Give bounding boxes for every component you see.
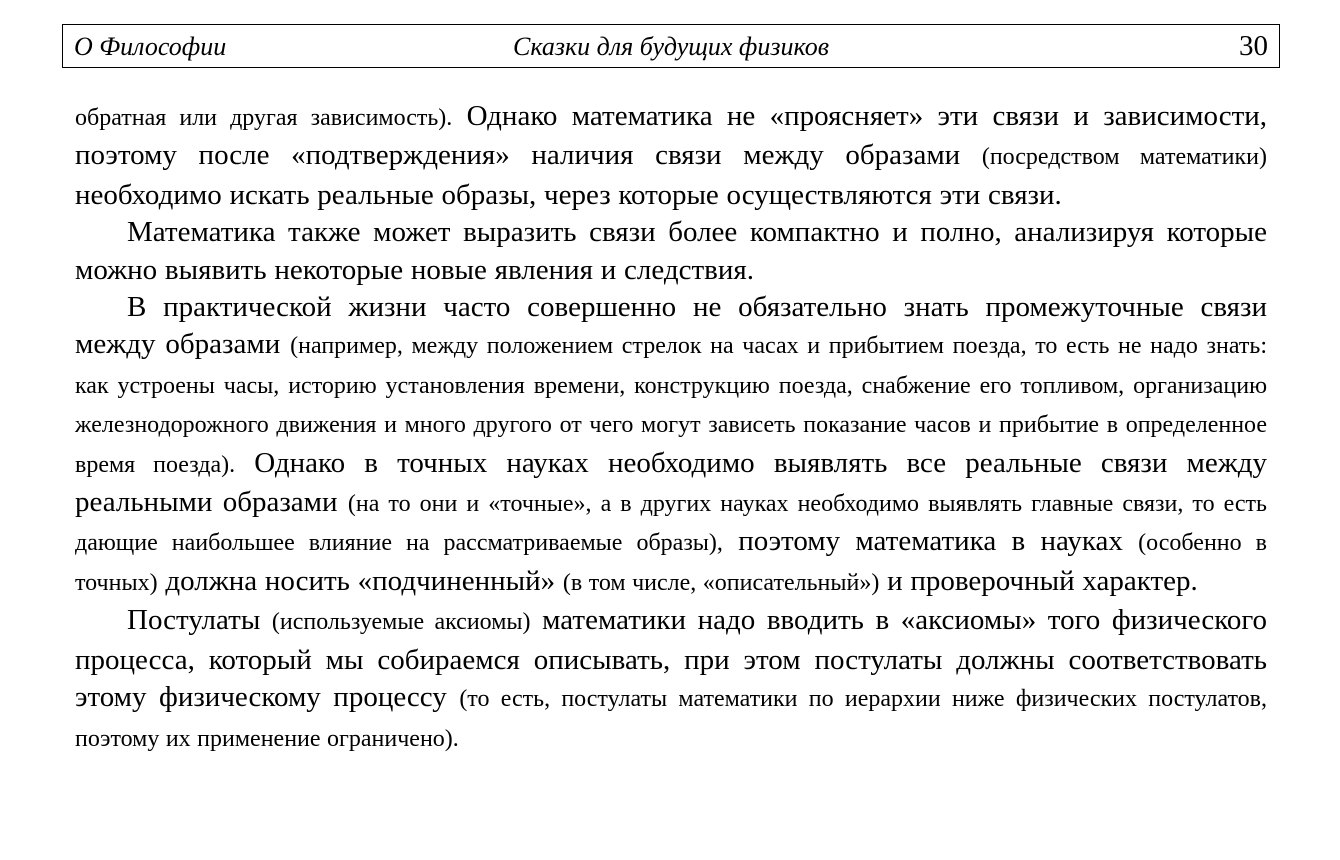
- paragraph-1-text-2: необходимо искать реальные образы, через которые осуществляются эти связи.: [75, 178, 1062, 211]
- header-section-title: О Философии: [74, 32, 227, 61]
- paragraph-2-text: Математика также может выразить связи более компактно и полно, анализируя которые можно выявить некоторые новые явления и следствия.: [75, 216, 1267, 286]
- paragraph-2: [75, 214, 1267, 289]
- paragraph-1-aside: обратная или другая зависимость).: [75, 105, 453, 131]
- paragraph-3-aside-2: (на то они и «точные», а в других науках необходимо выявлять главные связи, то есть дающие наибольшее влияние на рассматриваемые образы),: [75, 491, 1267, 557]
- paragraph-4-aside-2: (то есть, постулаты математики по иерархии ниже физических постулатов, поэтому их применение ограничено).: [75, 686, 1267, 752]
- paragraph-4-text-2: математики надо вводить в «аксиомы» того физического процесса, который мы собираемся описывать, при этом постулаты должны соответствовать этому физическому процессу: [75, 604, 1267, 714]
- paragraph-3: [75, 289, 1267, 602]
- paragraph-4-text: Постулаты: [127, 604, 272, 637]
- paragraph-3-text-3: поэтому математика в науках: [722, 525, 1139, 558]
- paragraph-3-text-4: должна носить «подчиненный»: [157, 564, 563, 597]
- paragraph-3-text-2: Однако в точных науках необходимо выявлять все реальные связи между реальными образами: [75, 446, 1268, 519]
- paragraph-1: [75, 98, 1267, 214]
- paragraph-3-text: В практической жизни часто совершенно не обязательно знать промежуточные связи между образами: [75, 291, 1267, 361]
- paragraph-4-aside: (используемые аксиомы): [271, 609, 531, 636]
- paragraph-3-aside-4: (в том числе, «описательный»): [562, 569, 880, 596]
- running-header: [62, 24, 1280, 68]
- paragraph-3-aside-3: (особенно в точных): [75, 530, 1268, 596]
- page-number: 30: [1239, 30, 1268, 62]
- paragraph-3-text-5: и проверочный характер.: [879, 564, 1198, 597]
- paragraph-1-aside-2: (посредством математики): [981, 144, 1267, 171]
- page-body: [75, 98, 1267, 758]
- paragraph-3-aside: (например, между положением стрелок на часах и прибытием поезда, то есть не надо знать: как устроены часы, историю установления времени, конструкцию поезда, снабжение его топливом, организацию железнодорожного движения и много другого от чего могут зависеть показание часов и прибытие в определенное время поезда).: [75, 333, 1267, 478]
- paragraph-4: [75, 602, 1267, 758]
- paragraph-1-text: Однако математика не «проясняет» эти связи и зависимости, поэтому после «подтверждения» наличия связи между образами: [75, 100, 1268, 172]
- header-book-title: Сказки для будущих физиков: [512, 32, 829, 61]
